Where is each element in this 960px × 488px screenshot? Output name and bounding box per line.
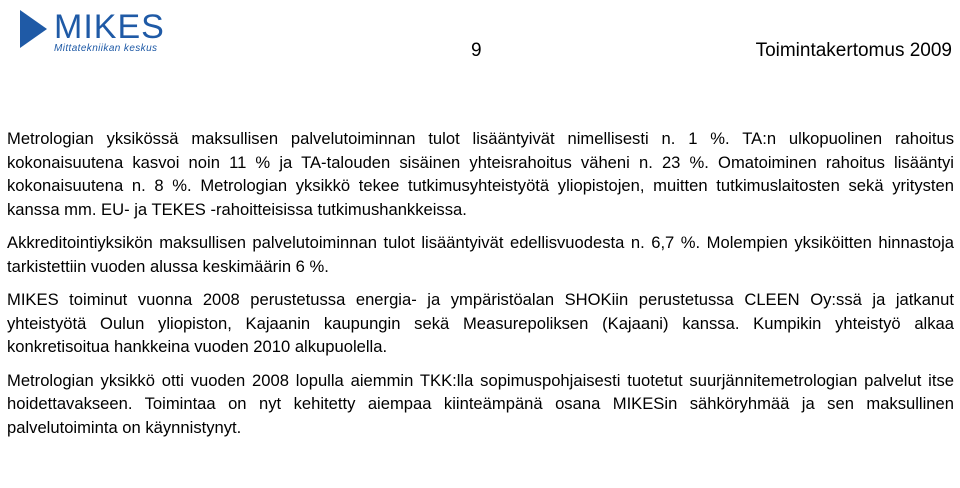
paragraph-accreditation: Akkreditointiyksikön maksullisen palvelutoiminnan tulot lisääntyivät edellisvuodesta n. 6,7 %. Molempien yksiköitten hinnastoja tarkistettiin vuoden alussa keskimäärin 6 %. (7, 233, 954, 276)
logo-name: MIKES (54, 8, 165, 46)
document-title: Toimintakertomus 2009 (755, 40, 952, 61)
mikes-logo (14, 4, 204, 54)
body-text (7, 127, 954, 439)
paragraph-cooperation: MIKES toiminut vuonna 2008 perustetussa energia- ja ympäristöalan SHOKiin perustetussa CLEEN Oy:ssä ja jatkanut yhteistyötä Oulun yliopiston, Kajaanin kaupungin sekä Measurepoliksen (Kajaani) kanssa. Kumpikin yhteistyö alkaa konkretisoitua hankkeina vuoden 2010 alkupuolella. (7, 290, 954, 356)
paragraph-high-voltage: Metrologian yksikkö otti vuoden 2008 lopulla aiemmin TKK:lla sopimuspohjaisesti tuotetut suurjännitemetrologian palvelut itse hoidettavakseen. Toimintaa on nyt kehitetty aiempaa kiinteämpänä osana MIKESin sähköryhmää ja sen maksullinen palvelutoiminta on käynnistynyt. (7, 370, 954, 437)
paragraph-funding: Metrologian yksikössä maksullisen palvelutoiminnan tulot lisääntyivät nimellisesti n. 1 %. TA:n ulkopuolinen rahoitus kokonaisuutena kasvoi noin 11 % ja TA-talouden sisäinen yhteisrahoitus väheni n. 23 %. Omatoiminen rahoitus lisääntyi kokonaisuutena n. 8 %. Metrologian yksikkö tekee tutkimusyhteistyötä yliopistojen, muitten tutkimuslaitosten sekä yritysten kanssa mm. EU- ja TEKES -rahoitteisissa tutkimushankkeissa. (7, 129, 954, 219)
logo-tagline: Mittatekniikan keskus (54, 43, 158, 54)
page-number: 9 (471, 40, 482, 61)
